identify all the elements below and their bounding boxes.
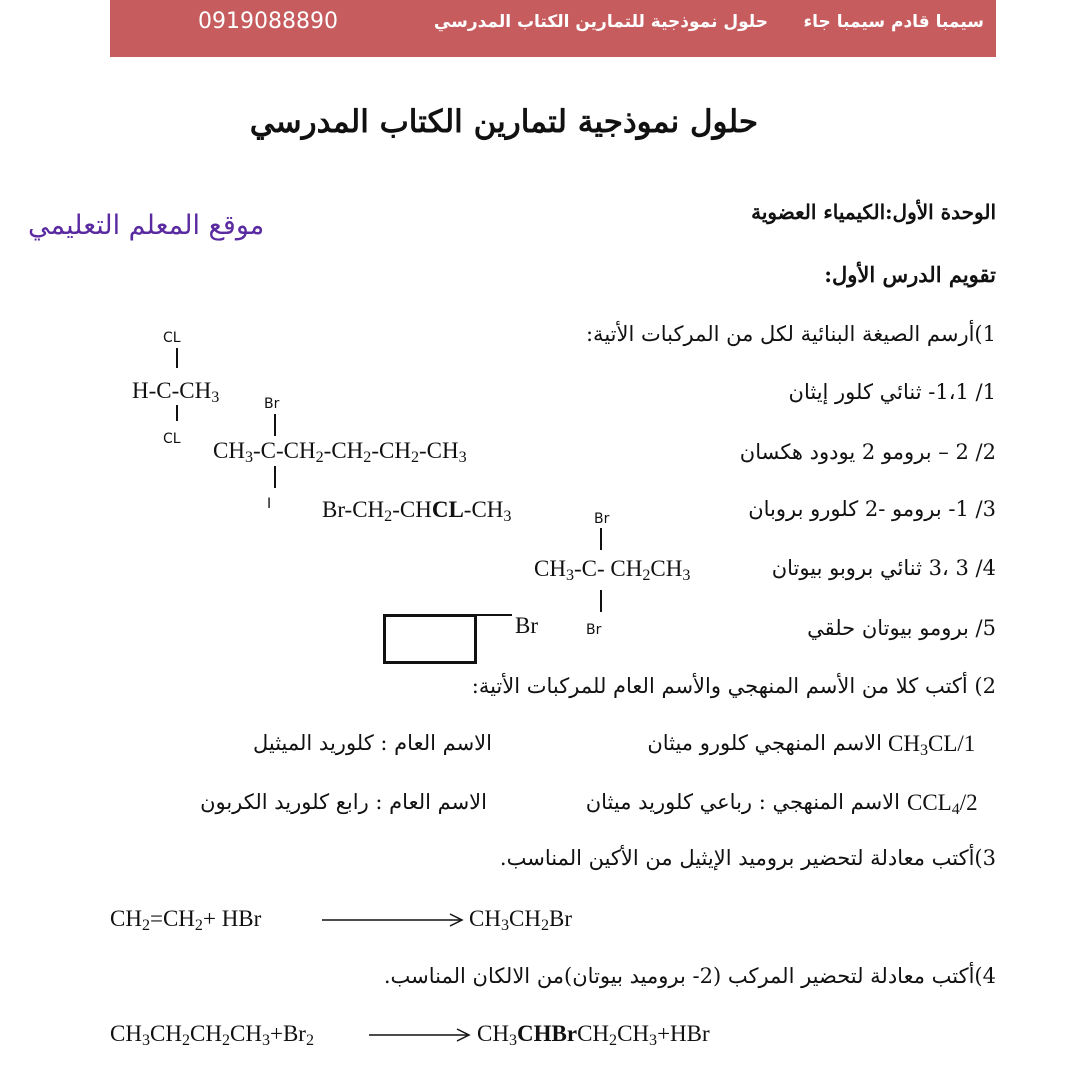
s1-bottom-cl: CL xyxy=(163,431,181,447)
q1-prompt: 1)أرسم الصيغة البنائية لكل من المركبات الأتية: xyxy=(585,322,996,346)
q4-right: $CH_3CHBrCH_2CH_3+HBr$ xyxy=(477,1021,710,1050)
s1-formula: $H-C-CH_3$ xyxy=(132,378,220,407)
s1-bond-bottom xyxy=(176,405,178,421)
q2-row2-formula: $CCL_4/2$ xyxy=(907,790,978,819)
q2-row2-common: الاسم العام : رابع كلوريد الكربون xyxy=(200,790,487,814)
s2-bottom-i: I xyxy=(267,496,272,512)
q2-row1-common: الاسم العام : كلوريد الميثيل xyxy=(252,731,492,755)
q2-row1-systematic: الاسم المنهجي كلورو ميثان xyxy=(647,731,882,755)
lesson-heading: تقويم الدرس الأول: xyxy=(824,262,996,287)
q3-arrow-icon xyxy=(320,910,470,930)
header-subtitle: حلول نموذجية للتمارين الكتاب المدرسي xyxy=(433,12,768,32)
header-author: سيمبا قادم سيمبا جاء xyxy=(803,12,984,32)
site-watermark: موقع المعلم التعليمي xyxy=(28,210,265,241)
q1-item-2: 2/ 2 – برومو 2 يودود هكسان xyxy=(739,440,996,464)
q3-right: $CH_3CH_2Br$ xyxy=(469,906,572,935)
q2-prompt: 2) أكتب كلا من الأسم المنهجي والأسم العام للمركبات الأتية: xyxy=(471,674,996,698)
q2-row2-systematic: الاسم المنهجي : رباعي كلوريد ميثان xyxy=(585,790,900,814)
page-title: حلول نموذجية لتمارين الكتاب المدرسي xyxy=(249,104,758,140)
s4-formula: $CH_3-C-$ $CH_2CH_3$ xyxy=(534,556,691,585)
cyclobutane-ring xyxy=(383,614,477,664)
s2-bond-bottom xyxy=(274,466,276,488)
s1-top-cl: CL xyxy=(163,330,181,346)
unit-heading: الوحدة الأول:الكيمياء العضوية xyxy=(751,200,996,224)
s5-br: Br xyxy=(515,613,538,638)
q3-left: $CH_2=CH_2+$ HBr xyxy=(110,906,262,935)
s4-bond-bottom xyxy=(600,590,602,612)
q4-left: $CH_3CH_2CH_2CH_3+Br_2$ xyxy=(110,1021,315,1050)
q2-row1-formula: $CH_3CL/1$ xyxy=(888,731,976,760)
q1-item-3: 3/ 1- برومو -2 كلورو بروبان xyxy=(748,497,996,521)
s5-bond xyxy=(472,614,512,616)
header-phone: 0919088890 xyxy=(198,9,338,34)
q1-item-1: 1/ 1،1- ثنائي كلور إيثان xyxy=(788,380,996,404)
s2-bond-top xyxy=(274,414,276,436)
s3-formula: $Br-CH_2-CHCL-CH_3$ xyxy=(322,497,512,526)
q3-prompt: 3)أكتب معادلة لتحضير بروميد الإيثيل من الأكين المناسب. xyxy=(499,846,996,870)
s4-top-br: Br xyxy=(594,511,610,527)
s4-bond-top xyxy=(600,528,602,550)
s4-bottom-br: Br xyxy=(586,622,602,638)
s2-formula: $CH_3-C-CH_2-CH_2-CH_2-CH_3$ xyxy=(213,438,467,467)
q4-arrow-icon xyxy=(367,1025,477,1045)
s2-top-br: Br xyxy=(264,396,280,412)
q1-item-5: 5/ برومو بيوتان حلقي xyxy=(807,616,996,640)
q4-prompt: 4)أكتب معادلة لتحضير المركب (2- بروميد بيوتان)من الالكان المناسب. xyxy=(383,964,996,988)
q1-item-4: 4/ 3 ،3 ثنائي بروبو بيوتان xyxy=(771,556,996,580)
s1-bond-top xyxy=(176,348,178,368)
